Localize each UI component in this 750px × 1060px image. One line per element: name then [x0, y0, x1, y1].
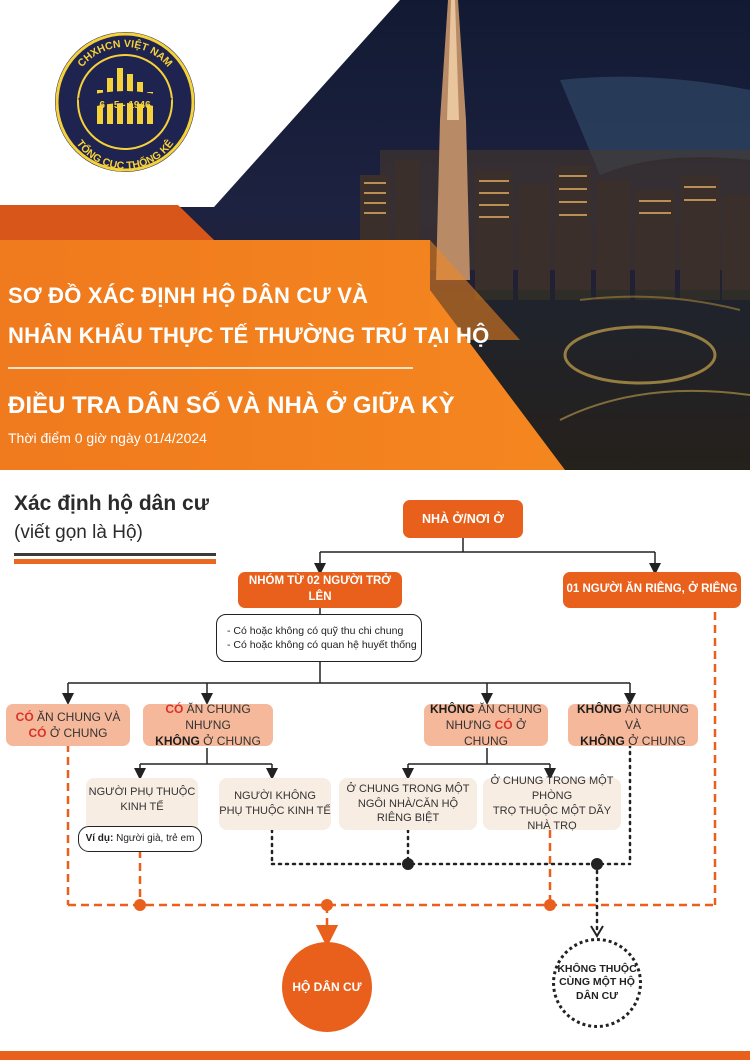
case3-keyword-2: CÓ — [494, 717, 513, 732]
section-title: Xác định hộ dân cư — [14, 492, 209, 515]
independent-line-1: NGƯỜI KHÔNG — [234, 790, 316, 803]
root-box — [403, 500, 523, 538]
group-label: NHÓM TỪ 02 NGƯỜI TRỞ LÊN — [248, 575, 392, 603]
svg-text:CHXHCN VIỆT NAM: CHXHCN VIỆT NAM — [75, 37, 175, 70]
dependent-line-1: NGƯỜI PHỤ THUỘC — [88, 786, 196, 799]
case2-text-2: Ở CHUNG — [199, 734, 261, 749]
survey-title: ĐIỀU TRA DÂN SỐ VÀ NHÀ Ở GIỮA KỲ — [8, 392, 455, 419]
survey-date: Thời điểm 0 giờ ngày 01/4/2024 — [8, 430, 207, 446]
same-house-line-1: Ở CHUNG TRONG MỘT — [346, 782, 470, 795]
example-label: Ví dụ: — [85, 833, 114, 845]
case1-text-2: Ở CHUNG — [46, 726, 108, 740]
case-eat-together-live-apart — [143, 701, 273, 749]
svg-text:6 - 5 - 1946: 6 - 5 - 1946 — [99, 100, 151, 111]
case4-text-2: Ở CHUNG — [624, 734, 686, 749]
dependent-line-2: KINH TẾ — [120, 801, 164, 813]
case2-keyword-1: CÓ — [165, 701, 184, 716]
case1-keyword-1: CÓ — [15, 709, 34, 724]
result-household-label: HỘ DÂN CƯ — [292, 980, 362, 994]
title-line-1: SƠ ĐỒ XÁC ĐỊNH HỘ DÂN CƯ VÀ — [8, 283, 369, 308]
case2-text-1: ĂN CHUNG NHƯNG — [183, 701, 251, 732]
same-room-box — [483, 775, 621, 832]
case-eat-live-together — [6, 704, 130, 746]
result-household-circle — [282, 942, 372, 1032]
group-note-fund: - Có hoặc không có quỹ thu chi chung — [227, 624, 404, 637]
result-not-line-1: KHÔNG THUỘC — [557, 962, 637, 975]
case4-keyword-2: KHÔNG — [580, 734, 625, 749]
same-room-line-2: TRỌ THUỘC MỘT DÃY NHÀ TRỌ — [492, 805, 612, 832]
root-label: NHÀ Ở/NƠI Ở — [422, 511, 504, 526]
case1-text-1: ĂN CHUNG VÀ — [33, 709, 121, 724]
same-room-line-1: Ở CHUNG TRONG MỘT PHÒNG — [490, 775, 614, 803]
single-person-label: 01 NGƯỜI ĂN RIÊNG, Ở RIÊNG — [566, 583, 738, 596]
svg-text:TỔNG CỤC THỐNG KÊ: TỔNG CỤC THỐNG KÊ — [73, 137, 177, 173]
case-eat-live-apart — [568, 701, 698, 749]
example-text: Người già, trẻ em — [113, 833, 195, 845]
case3-keyword-1: KHÔNG — [429, 701, 475, 716]
case3-text-1: ĂN CHUNG — [474, 701, 542, 716]
single-person-box — [563, 572, 741, 608]
same-house-line-2: NGÔI NHÀ/CĂN HỘ RIÊNG BIỆT — [357, 797, 459, 825]
result-not-line-2: CÙNG MỘT HỘ — [559, 976, 635, 989]
case4-text-1: ĂN CHUNG VÀ — [621, 701, 689, 732]
group-notes-box — [216, 614, 422, 662]
case3-text-2a: NHƯNG — [445, 717, 495, 732]
case-eat-apart-live-together — [424, 701, 548, 749]
case3-text-2: Ở CHUNG — [464, 717, 527, 749]
case4-keyword-1: KHÔNG — [576, 701, 622, 716]
example-box — [78, 826, 202, 852]
economic-independent-box — [219, 778, 331, 830]
case1-keyword-2: CÓ — [28, 726, 47, 740]
independent-line-2: PHỤ THUỘC KINH TẾ — [219, 805, 331, 817]
result-not-household-circle — [552, 938, 642, 1028]
result-not-line-3: DÂN CƯ — [576, 989, 618, 1002]
same-house-box — [339, 778, 477, 830]
title-line-2: NHÂN KHẨU THỰC TẾ THƯỜNG TRÚ TẠI HỘ — [8, 323, 490, 348]
group-note-blood: - Có hoặc không có quan hệ huyết thống — [227, 639, 417, 651]
section-subtitle: (viết gọn là Hộ) — [14, 522, 143, 543]
footer-bar — [0, 1051, 750, 1060]
group-box — [238, 572, 402, 608]
case2-keyword-2: KHÔNG — [155, 734, 200, 749]
